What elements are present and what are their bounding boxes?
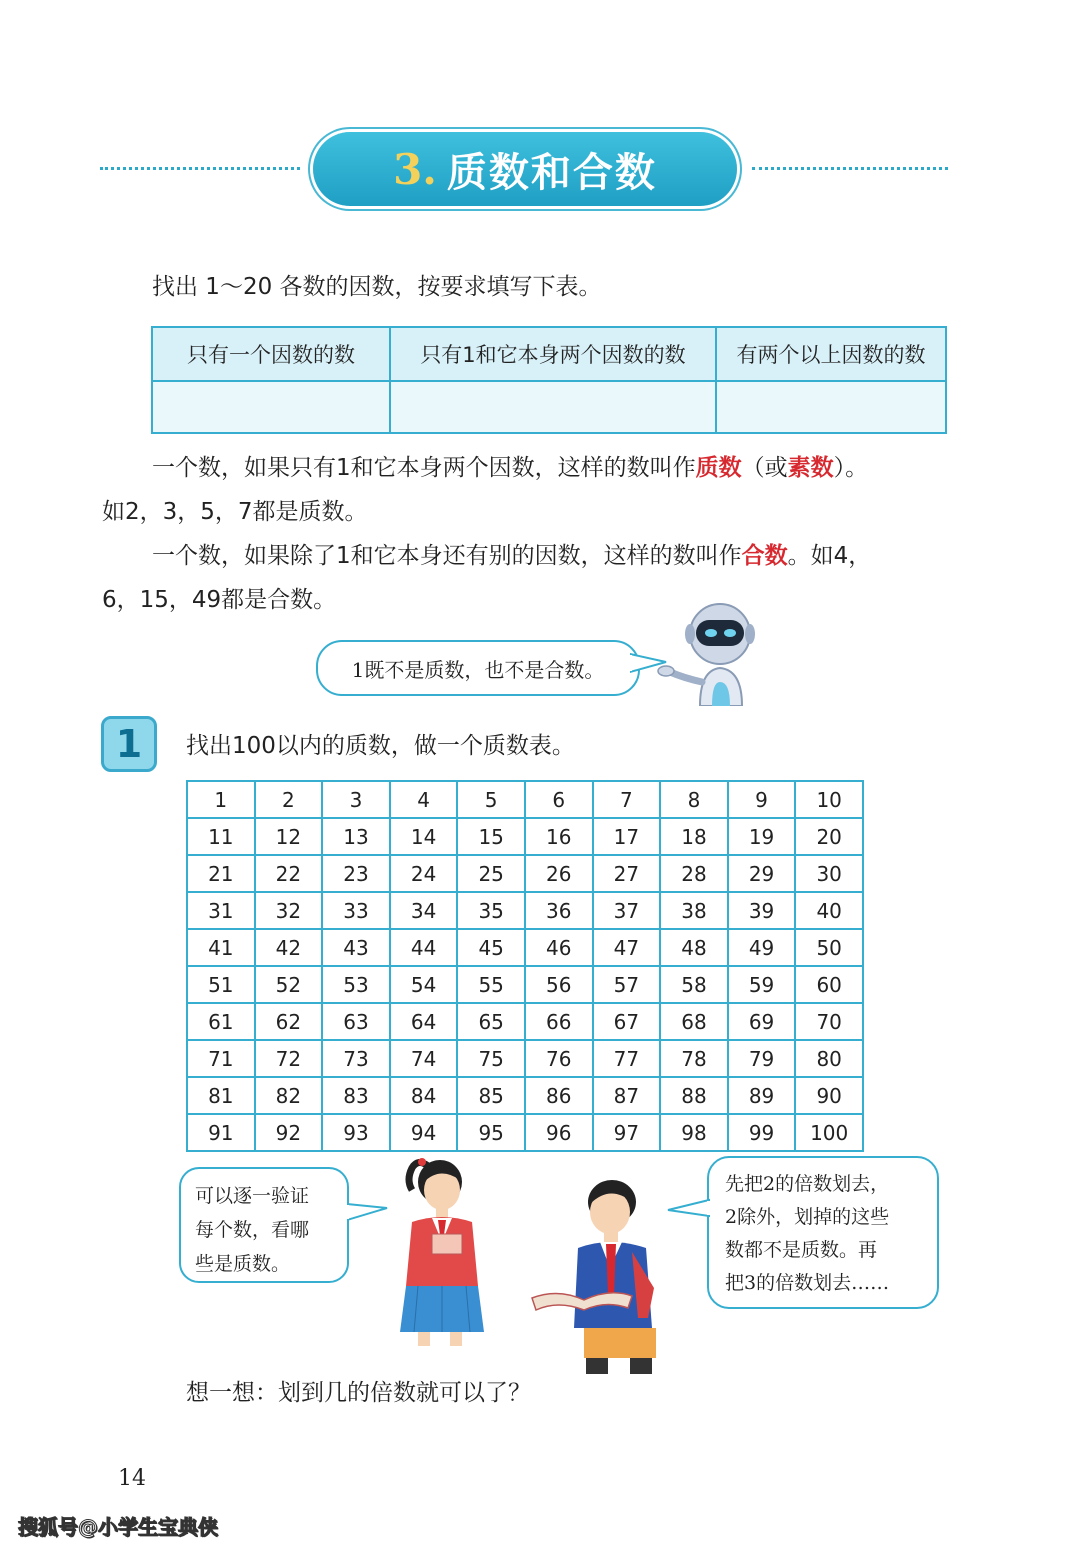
- exercise-prompt: 找出100以内的质数，做一个质数表。: [186, 733, 575, 759]
- grid-cell[interactable]: 43: [322, 929, 390, 966]
- grid-cell[interactable]: 34: [390, 892, 458, 929]
- grid-cell[interactable]: 9: [728, 781, 796, 818]
- composite-definition-end: 。如4，: [787, 543, 872, 569]
- grid-cell[interactable]: 47: [593, 929, 661, 966]
- grid-cell[interactable]: 10: [795, 781, 863, 818]
- grid-cell[interactable]: 73: [322, 1040, 390, 1077]
- grid-cell[interactable]: 59: [728, 966, 796, 1003]
- grid-cell[interactable]: 95: [457, 1114, 525, 1151]
- grid-cell[interactable]: 17: [593, 818, 661, 855]
- grid-cell[interactable]: 99: [728, 1114, 796, 1151]
- grid-cell[interactable]: 68: [660, 1003, 728, 1040]
- grid-cell[interactable]: 93: [322, 1114, 390, 1151]
- table-header-one-factor: 只有一个因数的数: [152, 327, 390, 381]
- boy-speech-line-2: 2除外，划掉的这些: [725, 1206, 890, 1228]
- grid-cell[interactable]: 81: [187, 1077, 255, 1114]
- title-dots-right: [752, 167, 948, 170]
- grid-cell[interactable]: 56: [525, 966, 593, 1003]
- grid-cell[interactable]: 61: [187, 1003, 255, 1040]
- grid-cell[interactable]: 7: [593, 781, 661, 818]
- grid-cell[interactable]: 30: [795, 855, 863, 892]
- grid-cell[interactable]: 85: [457, 1077, 525, 1114]
- grid-cell[interactable]: 90: [795, 1077, 863, 1114]
- prime-definition-text: 一个数，如果只有1和它本身两个因数，这样的数叫作: [152, 455, 696, 481]
- grid-cell[interactable]: 13: [322, 818, 390, 855]
- robot-illustration: [656, 598, 756, 706]
- grid-cell[interactable]: 21: [187, 855, 255, 892]
- grid-cell[interactable]: 8: [660, 781, 728, 818]
- grid-cell[interactable]: 36: [525, 892, 593, 929]
- title-dots-left: [100, 167, 300, 170]
- grid-cell[interactable]: 18: [660, 818, 728, 855]
- grid-cell[interactable]: 29: [728, 855, 796, 892]
- girl-speech-line-1: 可以逐一验证: [195, 1185, 310, 1207]
- grid-cell[interactable]: 22: [255, 855, 323, 892]
- grid-cell[interactable]: 20: [795, 818, 863, 855]
- grid-cell[interactable]: 44: [390, 929, 458, 966]
- robot-speech-text: 1既不是质数，也不是合数。: [351, 657, 605, 682]
- prime-examples: 如2，3，5，7都是质数。: [102, 499, 368, 525]
- intro-text: 找出 1～20 各数的因数，按要求填写下表。: [152, 274, 602, 300]
- factor-classification-table: [151, 326, 947, 434]
- grid-cell[interactable]: 84: [390, 1077, 458, 1114]
- boy-illustration: [528, 1168, 668, 1374]
- boy-bubble-tail: [666, 1196, 710, 1222]
- grid-row: [187, 818, 863, 855]
- grid-cell[interactable]: 92: [255, 1114, 323, 1151]
- table-header-many-factors: 有两个以上因数的数: [716, 327, 946, 381]
- think-question: 想一想：划到几的倍数就可以了？: [186, 1380, 531, 1406]
- grid-cell[interactable]: 24: [390, 855, 458, 892]
- grid-cell[interactable]: 91: [187, 1114, 255, 1151]
- grid-cell[interactable]: 11: [187, 818, 255, 855]
- grid-cell[interactable]: 76: [525, 1040, 593, 1077]
- table-header-two-factors: 只有1和它本身两个因数的数: [390, 327, 716, 381]
- grid-cell[interactable]: 74: [390, 1040, 458, 1077]
- grid-cell[interactable]: 3: [322, 781, 390, 818]
- grid-cell[interactable]: 52: [255, 966, 323, 1003]
- girl-speech-bubble: [179, 1167, 349, 1283]
- page-number: 14: [118, 1466, 146, 1491]
- watermark: 搜狐号@小学生宝典侠: [18, 1515, 218, 1539]
- grid-cell[interactable]: 23: [322, 855, 390, 892]
- grid-cell[interactable]: 64: [390, 1003, 458, 1040]
- grid-cell[interactable]: 5: [457, 781, 525, 818]
- grid-cell[interactable]: 12: [255, 818, 323, 855]
- grid-cell[interactable]: 86: [525, 1077, 593, 1114]
- grid-cell[interactable]: 50: [795, 929, 863, 966]
- grid-cell[interactable]: 65: [457, 1003, 525, 1040]
- grid-cell[interactable]: 33: [322, 892, 390, 929]
- grid-cell[interactable]: 25: [457, 855, 525, 892]
- grid-cell[interactable]: 42: [255, 929, 323, 966]
- girl-bubble-tail: [347, 1200, 391, 1226]
- grid-cell[interactable]: 66: [525, 1003, 593, 1040]
- composite-definition: [152, 543, 871, 571]
- boy-speech-line-1: 先把2的倍数划去，: [725, 1173, 890, 1195]
- section-title-banner: [313, 132, 737, 206]
- number-grid-1-100: [186, 780, 864, 1152]
- grid-cell[interactable]: 45: [457, 929, 525, 966]
- term-prime-alt: 素数: [787, 455, 834, 481]
- grid-cell[interactable]: 97: [593, 1114, 661, 1151]
- girl-speech-line-3: 些是质数。: [195, 1253, 291, 1275]
- grid-cell[interactable]: 75: [457, 1040, 525, 1077]
- grid-cell[interactable]: 26: [525, 855, 593, 892]
- grid-row: [187, 1003, 863, 1040]
- grid-cell[interactable]: 54: [390, 966, 458, 1003]
- grid-cell[interactable]: 32: [255, 892, 323, 929]
- grid-cell[interactable]: 69: [728, 1003, 796, 1040]
- grid-cell[interactable]: 98: [660, 1114, 728, 1151]
- section-number: 3.: [393, 144, 437, 194]
- grid-cell[interactable]: 51: [187, 966, 255, 1003]
- grid-cell[interactable]: 57: [593, 966, 661, 1003]
- grid-cell[interactable]: 35: [457, 892, 525, 929]
- composite-examples: 6，15，49都是合数。: [102, 587, 337, 613]
- section-title: 质数和合数: [446, 148, 657, 196]
- term-composite: 合数: [741, 543, 788, 569]
- grid-cell[interactable]: 77: [593, 1040, 661, 1077]
- prime-definition-paren: （或: [741, 455, 788, 481]
- grid-row: [187, 1077, 863, 1114]
- grid-cell[interactable]: 27: [593, 855, 661, 892]
- grid-cell[interactable]: 4: [390, 781, 458, 818]
- grid-row: [187, 892, 863, 929]
- grid-cell[interactable]: 28: [660, 855, 728, 892]
- grid-cell[interactable]: 38: [660, 892, 728, 929]
- grid-cell[interactable]: 39: [728, 892, 796, 929]
- answer-cell-two-factors[interactable]: [390, 381, 716, 433]
- grid-row: [187, 1040, 863, 1077]
- grid-row: [187, 929, 863, 966]
- prime-definition-end: ）。: [833, 455, 869, 481]
- grid-cell[interactable]: 83: [322, 1077, 390, 1114]
- grid-cell[interactable]: 2: [255, 781, 323, 818]
- grid-cell[interactable]: 80: [795, 1040, 863, 1077]
- grid-cell[interactable]: 67: [593, 1003, 661, 1040]
- grid-cell[interactable]: 70: [795, 1003, 863, 1040]
- grid-cell[interactable]: 1: [187, 781, 255, 818]
- grid-cell[interactable]: 48: [660, 929, 728, 966]
- girl-illustration: [388, 1146, 488, 1346]
- grid-cell[interactable]: 19: [728, 818, 796, 855]
- robot-speech-bubble: [316, 640, 640, 696]
- grid-cell[interactable]: 55: [457, 966, 525, 1003]
- grid-cell[interactable]: 71: [187, 1040, 255, 1077]
- grid-cell[interactable]: 46: [525, 929, 593, 966]
- girl-speech-line-2: 每个数，看哪: [195, 1219, 310, 1241]
- exercise-number-badge: 1: [101, 716, 157, 772]
- grid-cell[interactable]: 53: [322, 966, 390, 1003]
- grid-cell[interactable]: 41: [187, 929, 255, 966]
- grid-row: [187, 855, 863, 892]
- prime-definition: [152, 455, 868, 483]
- grid-cell[interactable]: 96: [525, 1114, 593, 1151]
- grid-cell[interactable]: 37: [593, 892, 661, 929]
- grid-cell[interactable]: 49: [728, 929, 796, 966]
- grid-row: [187, 781, 863, 818]
- boy-speech-bubble: [707, 1156, 939, 1309]
- grid-cell[interactable]: 94: [390, 1114, 458, 1151]
- grid-cell[interactable]: 79: [728, 1040, 796, 1077]
- grid-cell[interactable]: 88: [660, 1077, 728, 1114]
- grid-cell[interactable]: 6: [525, 781, 593, 818]
- grid-cell[interactable]: 87: [593, 1077, 661, 1114]
- grid-cell[interactable]: 89: [728, 1077, 796, 1114]
- grid-cell[interactable]: 100: [795, 1114, 863, 1151]
- grid-row: [187, 966, 863, 1003]
- composite-definition-text: 一个数，如果除了1和它本身还有别的因数，这样的数叫作: [152, 543, 742, 569]
- grid-cell[interactable]: 63: [322, 1003, 390, 1040]
- grid-cell[interactable]: 78: [660, 1040, 728, 1077]
- grid-cell[interactable]: 16: [525, 818, 593, 855]
- term-prime: 质数: [695, 455, 742, 481]
- answer-cell-many-factors[interactable]: [716, 381, 946, 433]
- grid-cell[interactable]: 58: [660, 966, 728, 1003]
- answer-cell-one-factor[interactable]: [152, 381, 390, 433]
- boy-speech-line-3: 数都不是质数。再: [725, 1239, 878, 1261]
- grid-cell[interactable]: 72: [255, 1040, 323, 1077]
- grid-row: [187, 1114, 863, 1151]
- grid-cell[interactable]: 62: [255, 1003, 323, 1040]
- grid-cell[interactable]: 14: [390, 818, 458, 855]
- boy-speech-line-4: 把3的倍数划去……: [725, 1272, 890, 1294]
- grid-cell[interactable]: 31: [187, 892, 255, 929]
- grid-cell[interactable]: 82: [255, 1077, 323, 1114]
- grid-cell[interactable]: 60: [795, 966, 863, 1003]
- grid-cell[interactable]: 40: [795, 892, 863, 929]
- grid-cell[interactable]: 15: [457, 818, 525, 855]
